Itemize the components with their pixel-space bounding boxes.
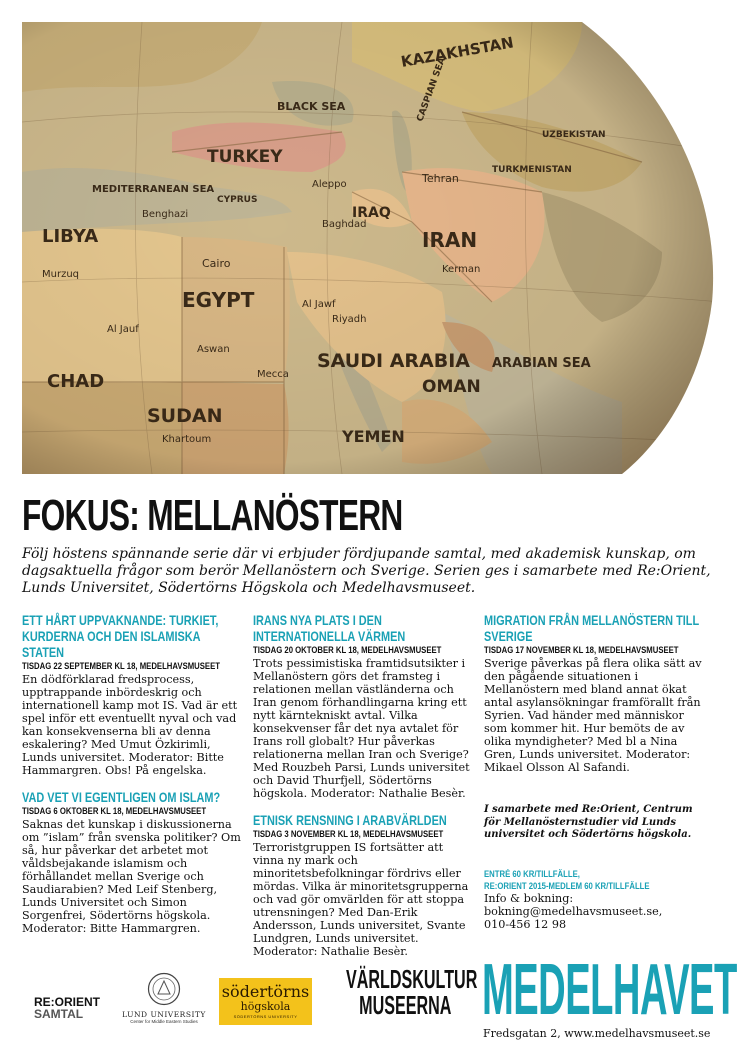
column-2	[253, 612, 475, 958]
vk-line2: MUSEERNA	[359, 990, 452, 1020]
event-date: TISDAG 6 OKTOBER KL 18, MEDELHAVSMUSEET	[22, 806, 207, 816]
event-title: IRANS NYA PLATS I DEN INTERNATIONELLA VÄRMEN	[253, 612, 406, 644]
price-line: ENTRÉ 60 KR/TILLFÄLLE,	[484, 868, 580, 879]
intro-text: Följ höstens spännande serie där vi erbjuder fördjupande samtal, med akademisk kunskap, om dagsaktuella frågor som berör Mellanöstern och Sverige. Serien ges i samarbete med Re:Orient, Lunds Universitet, Södertörns Högskola och Medelhavsmuseet.	[22, 546, 711, 596]
event-item	[484, 612, 706, 774]
event-title: MIGRATION FRÅN MELLANÖSTERN TILL SVERIGE	[484, 612, 699, 644]
sodertorn-logo	[219, 978, 312, 1025]
event-description: Trots pessimistiska framtidsutsikter i Mellanöstern görs det framsteg i relationen mellan västländerna och Iran genom förhandlingarna kring ett nytt kärntekniskt avtal. Vilka konsekvenser får det nya avtalet för Irans roll globalt? Hur påverkas relationerna mellan Iran och Sverige? Med Rouzbeh Parsi, Lunds universitet och David Thurfjell, Södertörns högskola. Moderator: Nathalie Besèr.	[253, 657, 470, 800]
event-date: TISDAG 20 OKTOBER KL 18, MEDELHAVSMUSEET	[253, 645, 442, 655]
sodertorn-english: SÖDERTÖRNS UNIVERSITY	[233, 1014, 298, 1019]
event-date: TISDAG 3 NOVEMBER KL 18, MEDELHAVSMUSEET	[253, 829, 444, 839]
booking-phone: 010-456 12 98	[484, 917, 567, 931]
reorient-logo	[34, 996, 104, 1020]
event-item	[22, 612, 244, 777]
event-description: Terroristgruppen IS fortsätter att vinna ny mark och minoritetsbefolkningar fördrivs eller mördas. Vilka är minoritetsgrupperna och vad gör omvärlden för att stoppa utrensningen? Med Dan-Erik Andersson, Lunds universitet, Svante Lundgren, Lunds universitet. Moderator: Nathalie Besèr.	[253, 841, 469, 958]
varldskulturmuseerna-logo	[346, 964, 478, 1020]
event-item	[253, 812, 475, 958]
reorient-logo-text: RE:ORIENT	[34, 995, 100, 1009]
lund-name: LUND UNIVERSITY	[122, 1010, 206, 1019]
medelhavet-logo: MEDELHAVET	[482, 950, 737, 1030]
column-1	[22, 612, 244, 935]
price-line: RE:ORIENT 2015-MEDLEM 60 KR/TILLFÄLLE	[484, 880, 650, 891]
lund-seal-icon	[147, 972, 181, 1006]
lund-subtitle: Center for Middle Eastern Studies	[130, 1019, 198, 1024]
address: Fredsgatan 2, www.medelhavsmuseet.se	[483, 1027, 711, 1040]
pricing-block	[484, 868, 706, 931]
globe-photo	[22, 22, 724, 474]
event-description: En dödförklarad fredsprocess, upptrappande inbördeskrig och internationell kamp mot IS. Vad är ett spel inför ett eventuellt nyval och vad kan konsekvenserna bli av denna eskalering? Med Umut Özkirimli, Lunds universitet. Moderator: Bitte Hammargren. Obs! På engelska.	[22, 673, 238, 777]
event-date: TISDAG 22 SEPTEMBER KL 18, MEDELHAVSMUSEET	[22, 661, 220, 671]
event-date: TISDAG 17 NOVEMBER KL 18, MEDELHAVSMUSEET	[484, 645, 679, 655]
event-title: ETNISK RENSNING I ARABVÄRLDEN	[253, 812, 447, 828]
page-title: FOKUS: MELLANÖSTERN	[22, 491, 403, 540]
sodertorn-type: högskola	[240, 1000, 291, 1013]
reorient-logo-subtext: SAMTAL	[34, 1007, 84, 1021]
event-description: Sverige påverkas på flera olika sätt av den pågående situationen i Mellanöstern med bland annat ökat antal asylansökningar framförallt från Syrien. Vad händer med människor som kommer hit. Hur bemöts de av olika myndigheter? Med bl a Nina Gren, Lunds universitet. Moderator: Mikael Olsson Al Safandi.	[484, 657, 702, 774]
lund-university-logo	[118, 972, 210, 1025]
event-description: Saknas det kunskap i diskussionerna om ”islam” från svenska politiker? Om så, hur påverkar det arbetet mot våldsbejakande islamism och förhållandet mellan Sverige och Saudiarabien? Med Leif Stenberg, Lunds Universitet och Simon Sorgenfrei, Södertörns högskola. Moderator: Bitte Hammargren.	[22, 818, 241, 935]
partner-note: I samarbete med Re:Orient, Centrum för Mellanösternstudier vid Lunds universitet och Södertörns högskola.	[484, 804, 693, 840]
vk-line1: VÄRLDSKULTUR	[346, 964, 478, 994]
sodertorn-name: södertörns	[221, 982, 310, 1001]
event-item	[22, 789, 244, 935]
booking-email[interactable]: bokning@medelhavsmuseet.se,	[484, 904, 663, 918]
event-title: VAD VET VI EGENTLIGEN OM ISLAM?	[22, 789, 221, 805]
column-3	[484, 612, 706, 931]
event-title: ETT HÅRT UPPVAKNANDE: TURKIET, KURDERNA OCH DEN ISLAMISKA STATEN	[22, 612, 219, 660]
info-label: Info & bokning:	[484, 891, 574, 905]
event-item	[253, 612, 475, 800]
